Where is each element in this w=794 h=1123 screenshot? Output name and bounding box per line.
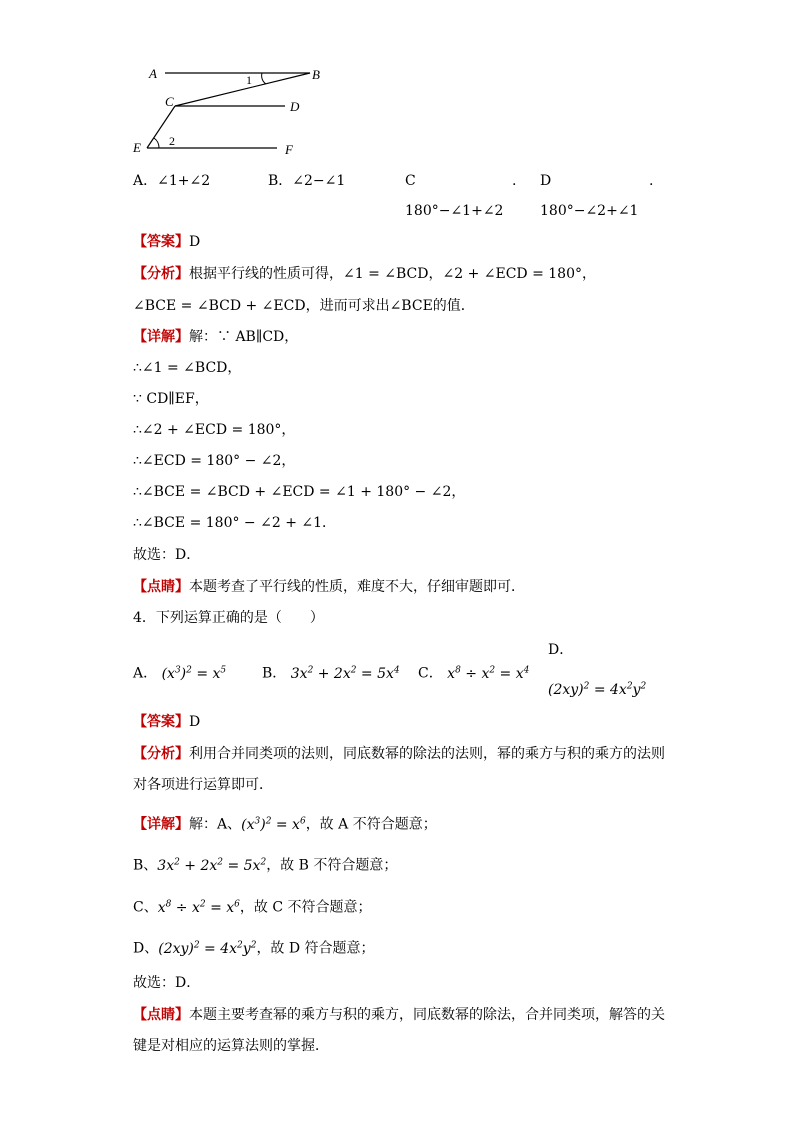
q4-option-c-letter: C． — [418, 665, 443, 682]
analysis-tag: 【分析】 — [133, 746, 189, 762]
detail-b-suffix: ，故 B 不符合题意； — [266, 857, 398, 874]
detail-b-prefix: B、 — [133, 857, 158, 874]
answer-value: D — [189, 714, 201, 730]
q3-detail-5: ∴∠ECD = 180° − ∠2， — [133, 453, 296, 469]
detail-a-prefix: 解：A、 — [189, 816, 242, 833]
q4-detail-d — [133, 935, 375, 959]
q3-detail-4: ∴∠2 + ∠ECD = 180°， — [133, 422, 296, 438]
q3-option-c-value: 180°−∠1+∠2 — [405, 203, 504, 219]
q3-option-c-letter: C — [405, 173, 416, 189]
q4-option-d-letter-top: D． — [548, 642, 574, 658]
q3-option-d-letter: D — [540, 173, 552, 189]
detail-a-suffix: ，故 A 不符合题意； — [305, 816, 437, 833]
comment-tag: 【点睛】 — [133, 579, 189, 595]
detail-a-expr: $(x^3)^2 = x^6$ — [241, 816, 306, 833]
detail-text: 解：∵ AB∥CD， — [189, 329, 299, 345]
parallel-lines-figure — [125, 58, 325, 163]
q4-analysis-2: 对各项进行运算即可． — [133, 777, 273, 793]
q3-detail-1 — [133, 327, 298, 347]
detail-c-expr: $x^8 \div x^2 = x^6$ — [157, 899, 240, 916]
q4-choose: 故选：D． — [133, 975, 201, 991]
q3-analysis-2: ∠BCE = ∠BCD + ∠ECD，进而可求出∠BCE的值． — [133, 298, 475, 314]
comment-text: 本题主要考查幂的乘方与积的乘方，同底数幂的除法，合并同类项，解答的关 — [189, 1007, 665, 1023]
q4-detail-c — [133, 894, 372, 918]
detail-d-prefix: D、 — [133, 940, 159, 957]
q3-comment — [133, 577, 525, 597]
q4-comment-1 — [133, 1005, 665, 1025]
q4-option-b-letter: B． — [262, 665, 287, 682]
q3-option-a: A．∠1+∠2 — [133, 173, 211, 189]
q3-option-d-value: 180°−∠2+∠1 — [540, 203, 639, 219]
detail-b-expr: $3x^2 + 2x^2 = 5x^2$ — [157, 857, 267, 874]
angle-2-arc — [154, 138, 159, 148]
label-a: A — [149, 66, 157, 81]
label-angle-1: 1 — [246, 73, 252, 87]
q3-option-d-dot: . — [649, 173, 654, 189]
q3-detail-2: ∴∠1 = ∠BCD， — [133, 360, 242, 376]
label-angle-2: 2 — [169, 134, 175, 148]
q3-option-b: B．∠2−∠1 — [268, 173, 346, 189]
q4-option-a-expr: $(x^3)^2 = x^5$ — [161, 665, 227, 682]
q3-detail-7: ∴∠BCE = 180° − ∠2 + ∠1． — [133, 515, 337, 531]
label-b: B — [312, 67, 320, 82]
q4-option-c-expr: $x^8 \div x^2 = x^4$ — [447, 665, 530, 682]
comment-tag: 【点睛】 — [133, 1007, 189, 1023]
q3-choose: 故选：D． — [133, 547, 201, 563]
q3-analysis-1 — [133, 264, 596, 284]
answer-value: D — [189, 234, 201, 250]
q4-option-b — [262, 660, 400, 684]
q4-analysis-1 — [133, 744, 665, 764]
label-d: D — [290, 99, 300, 114]
detail-tag: 【详解】 — [133, 816, 189, 833]
analysis-tag: 【分析】 — [133, 266, 189, 282]
q4-answer — [133, 712, 200, 732]
q4-option-d — [548, 676, 646, 700]
label-f: F — [285, 142, 293, 157]
q3-option-c-dot: . — [512, 173, 517, 189]
label-c: C — [165, 94, 174, 109]
label-e: E — [133, 140, 141, 155]
detail-d-suffix: ，故 D 符合题意； — [256, 940, 375, 957]
detail-d-expr: $(2xy)^2 = 4x^2y^2$ — [158, 940, 257, 957]
analysis-text: 利用合并同类项的法则，同底数幂的除法的法则，幂的乘方与积的乘方的法则 — [189, 746, 665, 762]
detail-c-prefix: C、 — [133, 899, 158, 916]
answer-tag: 【答案】 — [133, 714, 189, 730]
detail-c-suffix: ，故 C 不符合题意； — [239, 899, 372, 916]
detail-tag: 【详解】 — [133, 329, 189, 345]
answer-tag: 【答案】 — [133, 234, 189, 250]
q4-option-b-expr: $3x^2 + 2x^2 = 5x^4$ — [290, 665, 400, 682]
q3-detail-3: ∵ CD∥EF， — [133, 391, 209, 407]
analysis-text: 根据平行线的性质可得，∠1 = ∠BCD，∠2 + ∠ECD = 180°， — [189, 266, 596, 282]
q4-option-c — [418, 660, 529, 684]
q3-detail-6: ∴∠BCE = ∠BCD + ∠ECD = ∠1 + 180° − ∠2， — [133, 484, 466, 500]
comment-text: 本题考查了平行线的性质，难度不大，仔细审题即可． — [189, 579, 525, 595]
q4-stem: 4．下列运算正确的是（ ） — [133, 610, 324, 626]
q4-comment-2: 键是对相应的运算法则的掌握． — [133, 1038, 329, 1054]
q4-detail-a — [133, 811, 437, 835]
q4-option-a-letter: A． — [133, 665, 158, 682]
q3-answer — [133, 232, 200, 252]
q4-option-d-expr: $(2xy)^2 = 4x^2y^2$ — [548, 681, 647, 698]
q4-option-a — [133, 660, 226, 684]
q4-detail-b — [133, 852, 397, 876]
angle-1-arc — [262, 73, 266, 84]
